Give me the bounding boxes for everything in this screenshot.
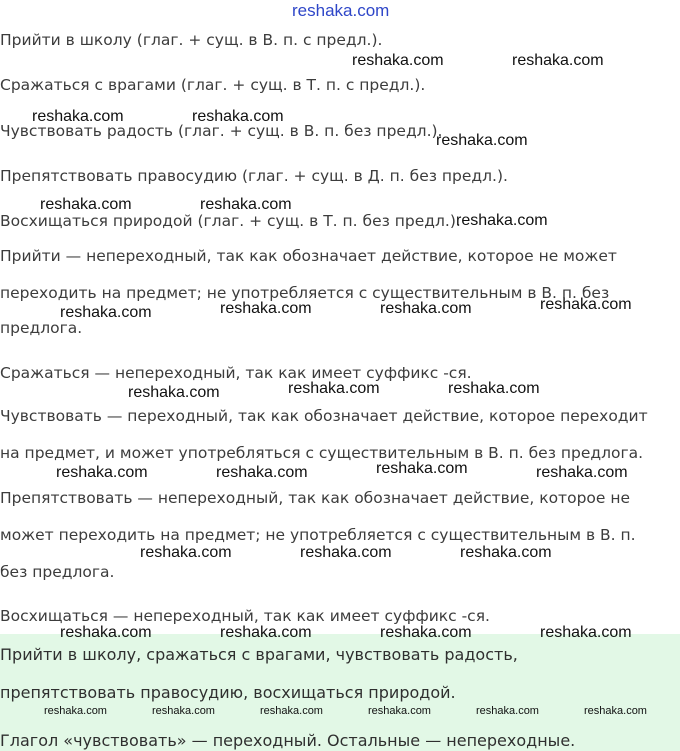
text-line: Чувствовать радость (глаг. + сущ. в В. п. без предл.).	[0, 122, 443, 140]
watermark: reshaka.com	[448, 380, 540, 397]
watermark: reshaka.com	[380, 624, 472, 641]
watermark: reshaka.com	[40, 196, 132, 213]
watermark: reshaka.com	[540, 624, 632, 641]
watermark: reshaka.com	[152, 705, 215, 717]
watermark: reshaka.com	[368, 705, 431, 717]
watermark: reshaka.com	[200, 196, 292, 213]
text-line: Сражаться с врагами (глаг. + сущ. в Т. п. с предл.).	[0, 76, 426, 94]
watermark: reshaka.com	[192, 108, 284, 125]
site-link[interactable]: reshaka.com	[292, 1, 390, 20]
text-line: Чувствовать — переходный, так как обозначает действие, которое переходит	[0, 407, 648, 425]
watermark: reshaka.com	[376, 460, 468, 477]
answer-line: Прийти в школу, сражаться с врагами, чувствовать радость,	[0, 645, 518, 664]
watermark: reshaka.com	[512, 52, 604, 69]
watermark: reshaka.com	[60, 624, 152, 641]
text-line: без предлога.	[0, 563, 115, 581]
answer-line: препятствовать правосудию, восхищаться природой.	[0, 683, 456, 702]
watermark: reshaka.com	[288, 380, 380, 397]
text-line: на предмет, и может употребляться с существительным в В. п. без предлога.	[0, 444, 644, 462]
watermark: reshaka.com	[44, 705, 107, 717]
watermark: reshaka.com	[216, 464, 308, 481]
watermark: reshaka.com	[60, 304, 152, 321]
watermark: reshaka.com	[584, 705, 647, 717]
text-line: Препятствовать правосудию (глаг. + сущ. в Д. п. без предл.).	[0, 167, 508, 185]
text-line: переходить на предмет; не употребляется с существительным в В. п. без	[0, 284, 610, 302]
watermark: reshaka.com	[128, 384, 220, 401]
watermark: reshaka.com	[140, 544, 232, 561]
watermark: reshaka.com	[32, 108, 124, 125]
watermark: reshaka.com	[456, 212, 548, 229]
text-line: может переходить на предмет; не употребляется с существительным в В. п.	[0, 526, 636, 544]
text-line: Препятствовать — непереходный, так как обозначает действие, которое не	[0, 489, 631, 507]
watermark: reshaka.com	[300, 544, 392, 561]
text-line: Прийти в школу (глаг. + сущ. в В. п. с предл.).	[0, 31, 383, 49]
text-line: Прийти — непереходный, так как обозначает действие, которое не может	[0, 247, 617, 265]
watermark: reshaka.com	[220, 624, 312, 641]
watermark: reshaka.com	[536, 464, 628, 481]
text-line: Восхищаться природой (глаг. + сущ. в Т. п. без предл.).	[0, 212, 461, 230]
answer-line: Глагол «чувствовать» — переходный. Остальные — непереходные.	[0, 731, 576, 750]
watermark: reshaka.com	[460, 544, 552, 561]
text-line: Восхищаться — непереходный, так как имеет суффикс -ся.	[0, 607, 490, 625]
text-line: Сражаться — непереходный, так как имеет суффикс -ся.	[0, 364, 472, 382]
watermark: reshaka.com	[436, 132, 528, 149]
watermark: reshaka.com	[540, 296, 632, 313]
watermark: reshaka.com	[476, 705, 539, 717]
watermark: reshaka.com	[56, 464, 148, 481]
watermark: reshaka.com	[220, 300, 312, 317]
text-line: предлога.	[0, 319, 83, 337]
watermark: reshaka.com	[380, 300, 472, 317]
watermark: reshaka.com	[260, 705, 323, 717]
watermark: reshaka.com	[352, 52, 444, 69]
